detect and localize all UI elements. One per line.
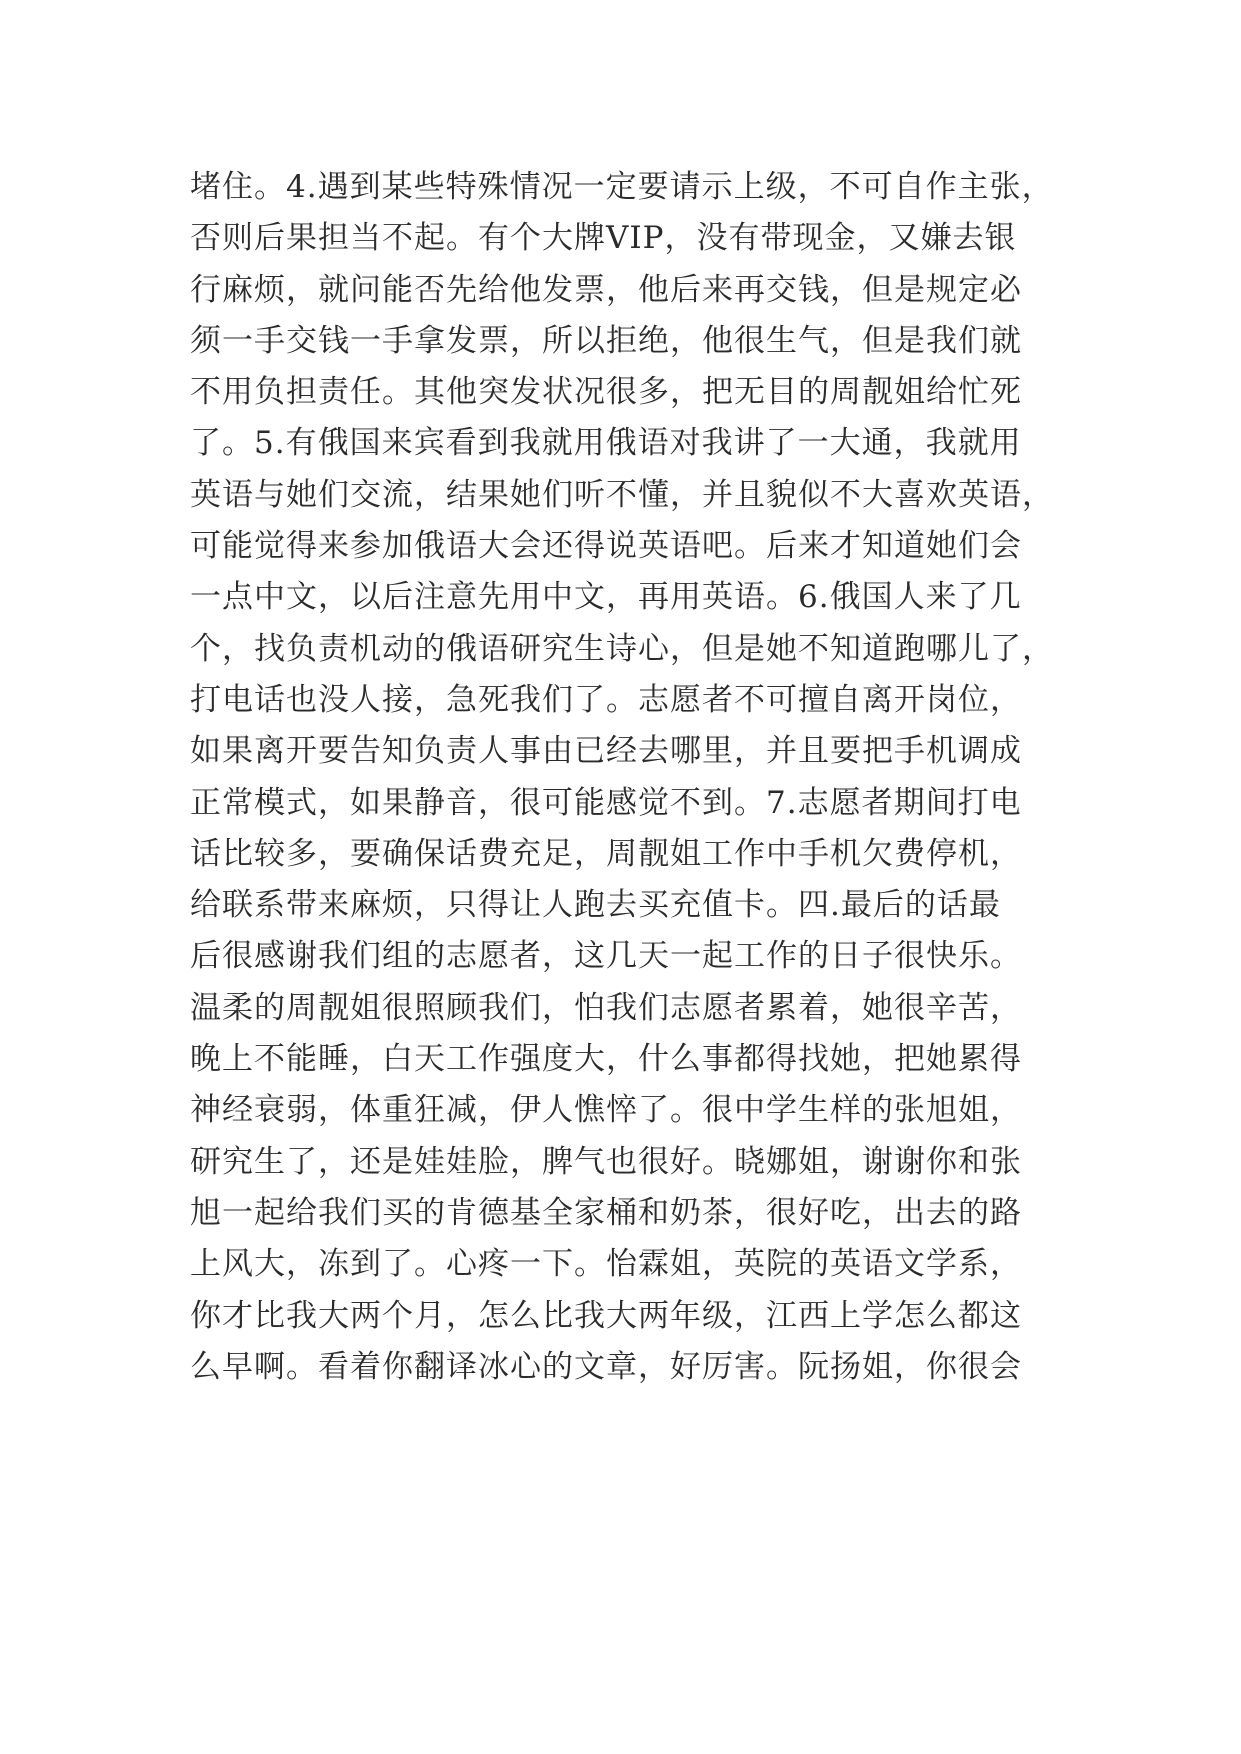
- text-line: 个，找负责机动的俄语研究生诗心，但是她不知道跑哪儿了，: [190, 630, 1054, 667]
- text-line: 温柔的周靓姐很照顾我们，怕我们志愿者累着，她很辛苦，: [190, 989, 1022, 1026]
- text-line: 了。5.有俄国来宾看到我就用俄语对我讲了一大通，我就用: [190, 425, 1022, 462]
- text-line: 研究生了，还是娃娃脸，脾气也很好。晓娜姐，谢谢你和张: [190, 1143, 1022, 1180]
- text-line: 堵住。4.遇到某些特殊情况一定要请示上级，不可自作主张，: [190, 169, 1054, 205]
- text-line: 上风大，冻到了。心疼一下。怡霖姐，英院的英语文学系，: [190, 1246, 1022, 1283]
- text-line: 神经衰弱，体重狂减，伊人憔悴了。很中学生样的张旭姐，: [190, 1092, 1022, 1129]
- text-line: 打电话也没人接，急死我们了。志愿者不可擅自离开岗位，: [190, 681, 1022, 718]
- text-line: 可能觉得来参加俄语大会还得说英语吧。后来才知道她们会: [190, 528, 1022, 565]
- text-line: 不用负担责任。其他突发状况很多，把无目的周靓姐给忙死: [190, 374, 1022, 411]
- text-line: 英语与她们交流，结果她们听不懂，并且貌似不大喜欢英语，: [190, 476, 1054, 513]
- text-line: 旭一起给我们买的肯德基全家桶和奶茶，很好吃，出去的路: [190, 1194, 1022, 1231]
- text-line: 话比较多，要确保话费充足，周靓姐工作中手机欠费停机，: [190, 835, 1022, 872]
- text-line: 行麻烦，就问能否先给他发票，他后来再交钱，但是规定必: [190, 271, 1022, 308]
- text-line: 晚上不能睡，白天工作强度大，什么事都得找她，把她累得: [190, 1041, 1022, 1078]
- text-line: 如果离开要告知负责人事由已经去哪里，并且要把手机调成: [190, 733, 1022, 770]
- text-line: 后很感谢我们组的志愿者，这几天一起工作的日子很快乐。: [190, 938, 1022, 975]
- text-line: 你才比我大两个月，怎么比我大两年级，江西上学怎么都这: [190, 1297, 1022, 1334]
- text-line: 么早啊。看着你翻译冰心的文章，好厉害。阮扬姐，你很会: [190, 1348, 1022, 1385]
- text-line: 给联系带来麻烦，只得让人跑去买充值卡。四.最后的话最: [190, 887, 1001, 924]
- text-line: 一点中文，以后注意先用中文，再用英语。6.俄国人来了几: [190, 579, 1022, 616]
- body-text: [190, 162, 1070, 1393]
- text-line: 正常模式，如果静音，很可能感觉不到。7.志愿者期间打电: [190, 784, 1022, 821]
- text-line: 须一手交钱一手拿发票，所以拒绝，他很生气，但是我们就: [190, 322, 1022, 359]
- text-line: 否则后果担当不起。有个大牌VIP，没有带现金，又嫌去银: [190, 220, 1017, 257]
